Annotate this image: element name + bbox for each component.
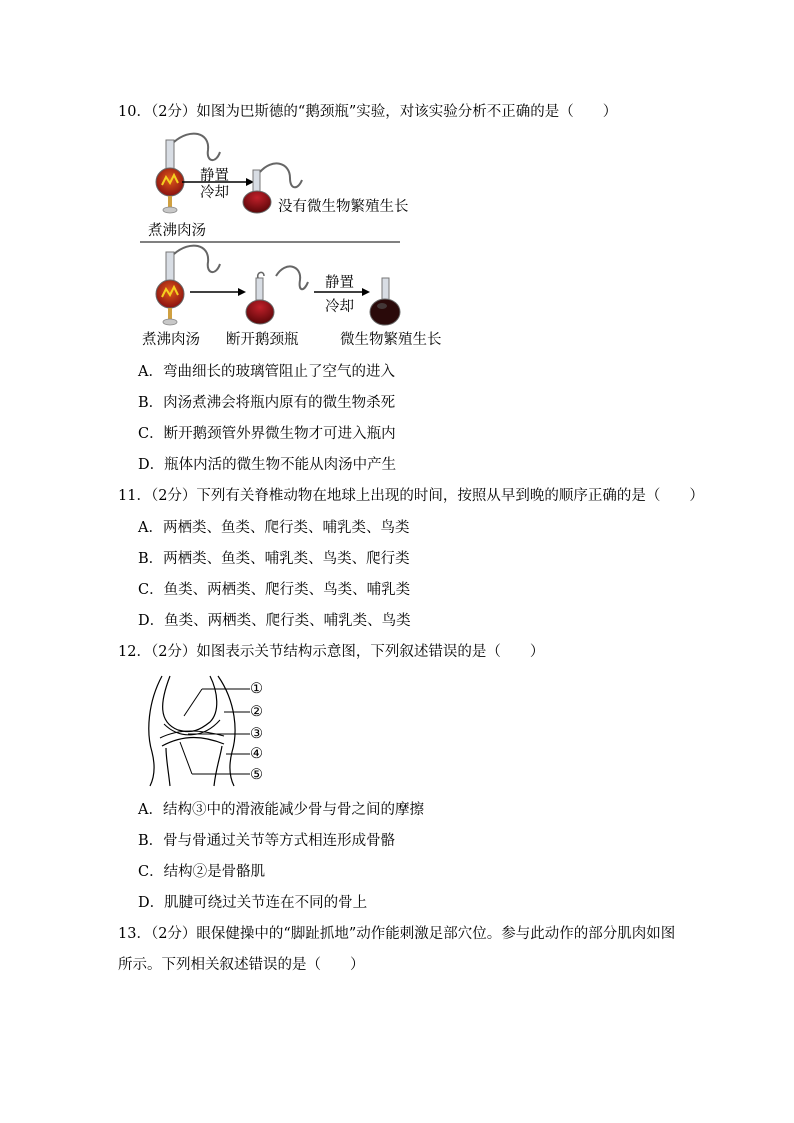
q11-option-b: B．两栖类、鱼类、哺乳类、鸟类、爬行类 xyxy=(138,551,410,567)
q10-option-d: D．瓶体内活的微生物不能从肉汤中产生 xyxy=(138,457,397,473)
question-13-stem-line2: 所示。下列相关叙述错误的是（ ） xyxy=(118,957,365,973)
contaminated-flask-icon xyxy=(370,278,400,325)
question-10-stem: 10．（2分）如图为巴斯德的“鹅颈瓶”实验，对该实验分析不正确的是（ ） xyxy=(118,104,618,120)
q11-option-a: A．两栖类、鱼类、爬行类、哺乳类、鸟类 xyxy=(138,520,410,536)
joint-label-3: ③ xyxy=(250,726,263,742)
caption1-label: 煮沸肉汤 xyxy=(148,223,206,239)
result1-label: 没有微生物繁殖生长 xyxy=(278,199,409,215)
question-12-stem: 12．（2分）如图表示关节结构示意图，下列叙述错误的是（ ） xyxy=(118,644,545,660)
q10-option-c: C．断开鹅颈管外界微生物才可进入瓶内 xyxy=(138,426,396,442)
broken-neck-flask-icon xyxy=(246,266,308,324)
caption2a-label: 煮沸肉汤 xyxy=(142,332,200,348)
caption2b-label: 断开鹅颈瓶 xyxy=(226,332,299,348)
q11-option-d: D．鱼类、两栖类、爬行类、哺乳类、鸟类 xyxy=(138,613,411,629)
question-13-stem-line1: 13．（2分）眼保健操中的“脚趾抓地”动作能刺激足部穴位。参与此动作的部分肌肉如图 xyxy=(118,926,676,942)
step2-label-bottom: 冷却 xyxy=(325,299,354,315)
q12-option-a: A．结构③中的滑液能减少骨与骨之间的摩擦 xyxy=(138,802,424,818)
q12-option-d: D．肌腱可绕过关节连在不同的骨上 xyxy=(138,895,368,911)
q12-option-b: B．骨与骨通过关节等方式相连形成骨骼 xyxy=(138,833,396,849)
step1-label-bottom: 冷却 xyxy=(200,185,229,201)
step1-label-top: 静置 xyxy=(200,168,229,184)
swan-neck-flask-figure xyxy=(140,130,440,350)
step2-label-top: 静置 xyxy=(325,275,354,291)
heated-flask-icon-2 xyxy=(156,246,220,325)
joint-label-2: ② xyxy=(250,704,263,720)
caption2c-label: 微生物繁殖生长 xyxy=(340,332,442,348)
q10-option-a: A．弯曲细长的玻璃管阻止了空气的进入 xyxy=(138,364,395,380)
joint-label-1: ① xyxy=(250,681,263,697)
q11-option-c: C．鱼类、两栖类、爬行类、鸟类、哺乳类 xyxy=(138,582,411,598)
question-11-stem: 11．（2分）下列有关脊椎动物在地球上出现的时间，按照从早到晚的顺序正确的是（ ） xyxy=(118,488,704,504)
q10-option-b: B．肉汤煮沸会将瓶内原有的微生物杀死 xyxy=(138,395,396,411)
q12-option-c: C．结构②是骨骼肌 xyxy=(138,864,266,880)
joint-label-5: ⑤ xyxy=(250,767,263,783)
joint-label-4: ④ xyxy=(250,746,263,762)
